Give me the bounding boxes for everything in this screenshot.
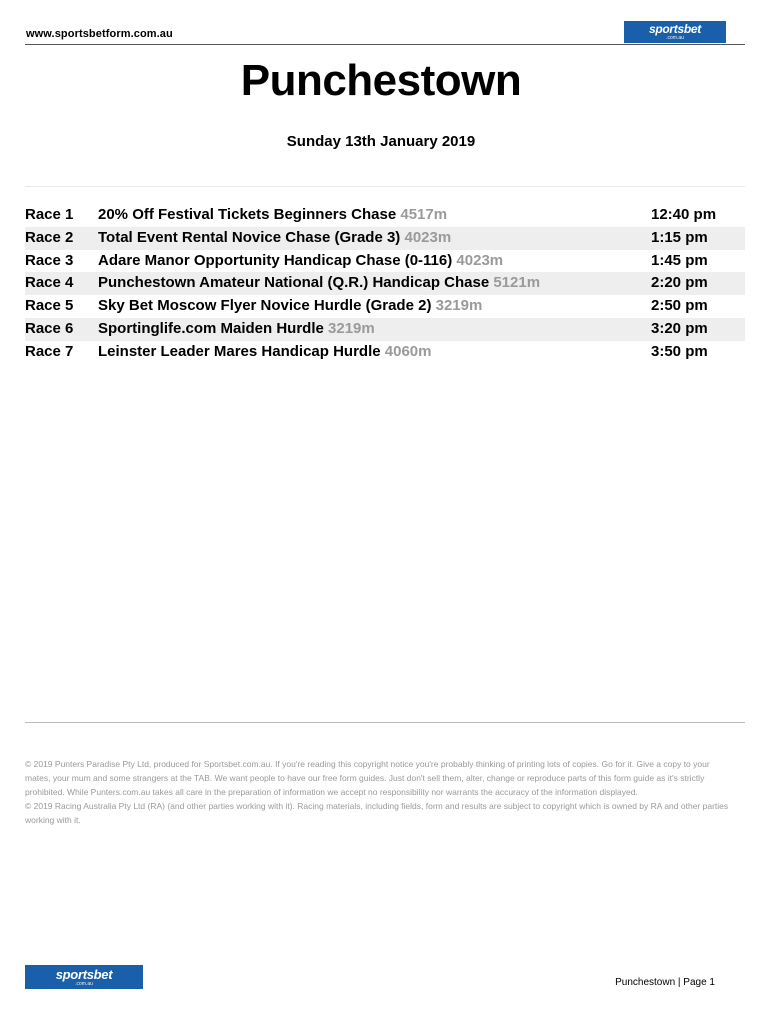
copyright-notice xyxy=(25,757,735,827)
sportsbet-logo-top xyxy=(624,21,726,43)
race-name: Leinster Leader Mares Handicap Hurdle 4060m xyxy=(98,342,432,360)
race-name: Sky Bet Moscow Flyer Novice Hurdle (Grade 2) 3219m xyxy=(98,297,483,315)
footer-divider xyxy=(25,722,745,723)
race-row xyxy=(25,272,745,295)
meeting-title: Punchestown xyxy=(240,56,522,105)
race-time: 1:15 pm xyxy=(651,228,708,246)
race-name: Adare Manor Opportunity Handicap Chase (0-116) 4023m xyxy=(98,251,504,269)
race-time: 12:40 pm xyxy=(651,206,717,223)
race-distance: 5121m xyxy=(493,274,541,292)
race-distance: 3219m xyxy=(328,319,375,337)
copyright-racing-australia: © 2019 Racing Australia Pty Ltd (RA) (and other parties working with it). Racing materials, including fields, form and results are subject to copyright which is owned by RA and other parties working with it. xyxy=(25,801,729,825)
logo-domain: .com.au xyxy=(75,980,93,987)
logo-domain: .com.au xyxy=(666,35,684,41)
race-number: Race 7 xyxy=(25,342,74,360)
race-distance: 4060m xyxy=(384,342,432,360)
race-number: Race 5 xyxy=(25,297,74,315)
race-time: 2:50 pm xyxy=(651,297,708,315)
sportsbet-logo-bottom xyxy=(25,965,143,989)
race-list-divider xyxy=(25,186,745,187)
site-url[interactable]: www.sportsbetform.com.au xyxy=(26,28,173,40)
race-number: Race 1 xyxy=(25,206,74,223)
logo-wordmark: sportsbet xyxy=(649,22,701,36)
copyright-punters: © 2019 Punters Paradise Pty Ltd, produced for Sportsbet.com.au. If you're reading this copyright notice you're probably thinking of printing lots of copies. Go for it. Give a copy to your mates, your mum and some strangers at the TAB. We want people to have our free form guides. Just don't sell them, alter, change or reproduce parts of this form guide as it's strictly prohibited. While Punters.com.au takes all care in the preparation of information we accept no responsibility nor warrants the accuracy of the information displayed. xyxy=(25,759,710,797)
race-time: 3:50 pm xyxy=(651,342,708,360)
race-row xyxy=(25,204,745,227)
race-time: 1:45 pm xyxy=(651,251,708,269)
race-name: Sportinglife.com Maiden Hurdle 3219m xyxy=(98,319,375,337)
race-time: 3:20 pm xyxy=(651,319,708,337)
logo-wordmark: sportsbet xyxy=(55,966,113,982)
race-number: Race 3 xyxy=(25,251,74,269)
race-row xyxy=(25,341,745,364)
race-list xyxy=(25,204,745,364)
race-row xyxy=(25,295,745,318)
page-footer-label: Punchestown | Page 1 xyxy=(615,977,715,988)
race-distance: 4023m xyxy=(404,228,452,246)
meeting-date: Sunday 13th January 2019 xyxy=(286,133,476,150)
race-row xyxy=(25,250,745,273)
race-name: 20% Off Festival Tickets Beginners Chase 4517m xyxy=(98,206,448,223)
race-row xyxy=(25,227,745,250)
race-number: Race 4 xyxy=(25,274,74,292)
race-distance: 4517m xyxy=(400,206,448,223)
race-row xyxy=(25,318,745,341)
race-distance: 3219m xyxy=(435,297,483,315)
race-number: Race 2 xyxy=(25,228,74,246)
race-name: Punchestown Amateur National (Q.R.) Handicap Chase 5121m xyxy=(98,274,541,292)
race-time: 2:20 pm xyxy=(651,274,708,292)
race-name: Total Event Rental Novice Chase (Grade 3) 4023m xyxy=(98,228,452,246)
race-number: Race 6 xyxy=(25,319,74,337)
race-distance: 4023m xyxy=(456,251,504,269)
header-divider xyxy=(25,44,745,45)
